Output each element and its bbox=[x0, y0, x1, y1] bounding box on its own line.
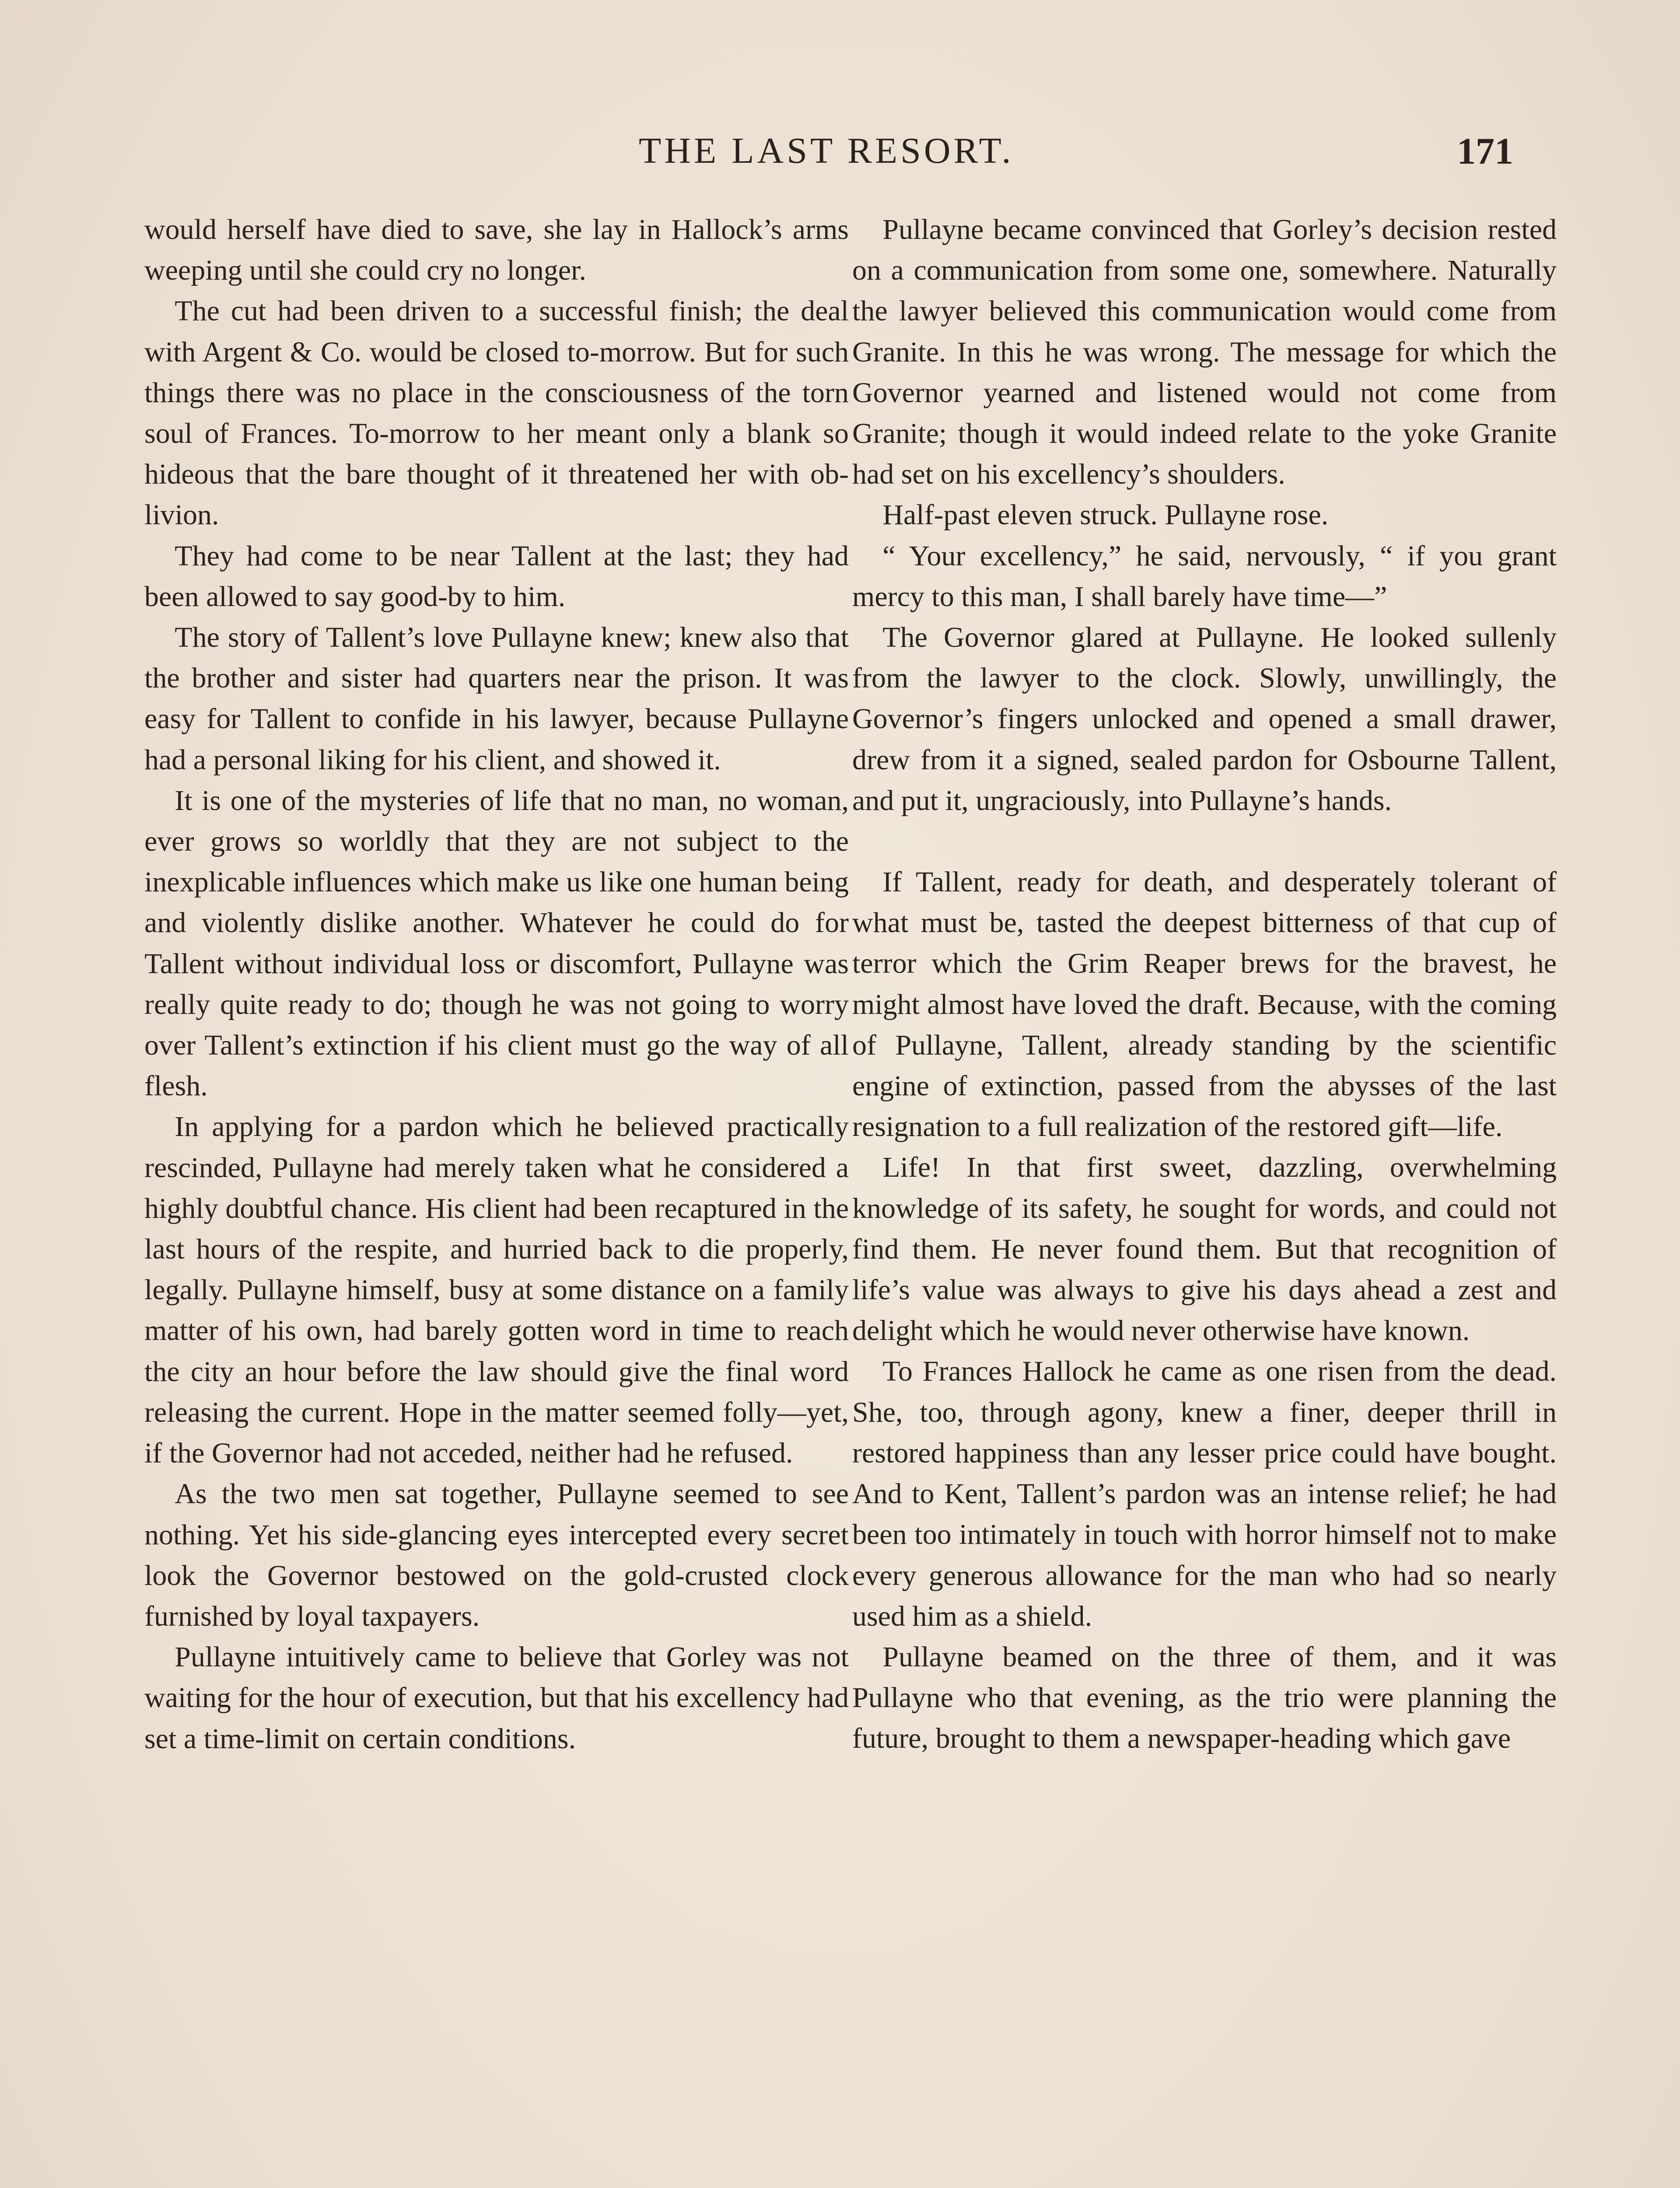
paragraph: As the two men sat together, Pullayne seemed to see nothing. Yet his side-glancing eyes intercepted every secret look the Governor bestowed on the gold-crusted clock furnished by loyal taxpayers. bbox=[144, 1478, 849, 1632]
paragraph: The story of Tallent’s love Pullayne knew; knew also that the brother and sister had quarters near the prison. It was easy for Tallent to confide in his lawyer, because Pullayne had a personal liking for his client, and showed it. bbox=[144, 621, 849, 776]
paragraph: The cut had been driven to a successful finish; the deal with Argent & Co. would be closed to-morrow. But for such things there was no place in the consciousness of the torn soul of Frances. To-morrow to her meant only a blank so hideous that the bare thought of it threatened her with oblivion. bbox=[144, 295, 849, 531]
page-number: 171 bbox=[1457, 130, 1513, 172]
left-column bbox=[144, 209, 849, 1759]
paragraph: If Tallent, ready for death, and desperately tolerant of what must be, tasted the deepest bitterness of that cup of terror which the Grim Reaper brews for the bravest, he might almost have loved the draft. Because, with the coming of Pullayne, Tallent, already standing by the scientific engine of extinction, passed from the abysses of the last resignation to a full realization of the restored gift—life. bbox=[852, 866, 1557, 1143]
right-column bbox=[852, 209, 1557, 1759]
paragraph: The Governor glared at Pullayne. He looked sullenly from the lawyer to the clock. Slowly, unwillingly, the Governor’s fingers unlocked and opened a small drawer, drew from it a signed, sealed pardon for Osbourne Tallent, and put it, ungraciously, into Pullayne’s hands. bbox=[852, 621, 1557, 817]
paragraph: Pullayne became convinced that Gorley’s decision rested on a communication from some one, somewhere. Naturally the lawyer believed this communication would come from Granite. In this he was wrong. The message for which the Governor yearned and listened would not come from Granite; though it would indeed relate to the yoke Granite had set on his excellency’s shoulders. bbox=[852, 214, 1557, 491]
paragraph: Pullayne intuitively came to believe that Gorley was not waiting for the hour of execution, but that his excellency had set a time-limit on certain conditions. bbox=[144, 1641, 849, 1755]
paragraph: would herself have died to save, she lay in Hallock’s arms weeping until she could cry no longer. bbox=[144, 214, 849, 287]
running-head bbox=[0, 127, 1680, 184]
paragraph: Half-past eleven struck. Pullayne rose. bbox=[882, 499, 1329, 531]
paragraph: They had come to be near Tallent at the last; they had been allowed to say good-by to him. bbox=[144, 540, 849, 613]
paragraph: “ Your excellency,” he said, nervously, “ if you grant mercy to this man, I shall barely have time—” bbox=[852, 540, 1557, 613]
paragraph: To Frances Hallock he came as one risen from the dead. She, too, through agony, knew a finer, deeper thrill in restored happiness than any lesser price could have bought. And to Kent, Tallent’s pardon was an intense relief; he had been too intimately in touch with horror himself not to make every generous allowance for the man who had so nearly used him as a shield. bbox=[852, 1355, 1557, 1632]
paragraph: Pullayne beamed on the three of them, and it was Pullayne who that evening, as the trio were planning the future, brought to them a newspaper-heading which gave bbox=[852, 1641, 1557, 1755]
chapter-title: THE LAST RESORT. bbox=[639, 130, 1014, 171]
paragraph: Life! In that first sweet, dazzling, overwhelming knowledge of its safety, he sought for words, and could not find them. He never found them. But that recognition of life’s value was always to give his days ahead a zest and delight which he would never otherwise have known. bbox=[852, 1151, 1557, 1347]
paragraph: It is one of the mysteries of life that no man, no woman, ever grows so worldly that they are not subject to the inexplicable influences which make us like one human being and violently dislike another. Whatever he could do for Tallent without individual loss or discomfort, Pullayne was really quite ready to do; though he was not going to worry over Tallent’s extinction if his client must go the way of all flesh. bbox=[144, 784, 849, 1102]
paragraph: In applying for a pardon which he believed practically rescinded, Pullayne had merely taken what he considered a highly doubtful chance. His client had been recaptured in the last hours of the respite, and hurried back to die properly, legally. Pullayne himself, busy at some distance on a family matter of his own, had barely gotten word in time to reach the city an hour before the law should give the final word releasing the current. Hope in the matter seemed folly—yet, if the Governor had not acceded, neither had he refused. bbox=[144, 1111, 849, 1469]
